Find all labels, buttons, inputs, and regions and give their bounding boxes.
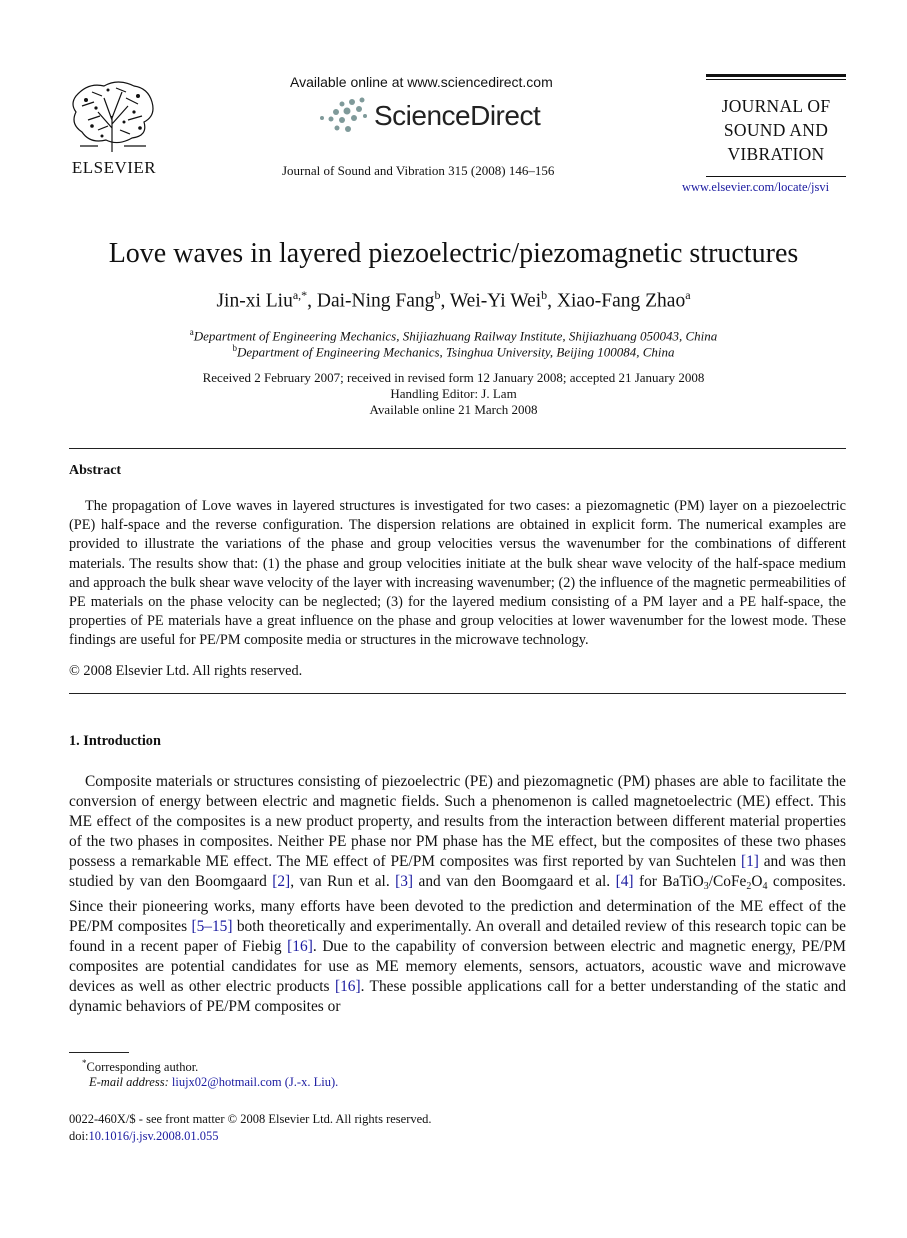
intro-text: for BaTiO — [633, 873, 704, 890]
rule-thick — [706, 74, 846, 77]
issn-line: 0022-460X/$ - see front matter © 2008 Elsevier Ltd. All rights reserved. — [69, 1112, 432, 1126]
intro-text: , van Run et al. — [290, 873, 396, 890]
journal-name-box — [706, 74, 846, 177]
intro-text: /CoFe — [708, 873, 747, 890]
author-sup: b — [541, 288, 548, 302]
subscript: 4 — [762, 881, 768, 892]
author-sup: a,* — [292, 288, 308, 302]
elsevier-logo — [66, 76, 162, 176]
intro-text: and van den Boomgaard et al. — [413, 873, 616, 890]
intro-text: and was then studied by van den Boomgaard — [69, 853, 846, 890]
subscript: 3 — [703, 881, 709, 892]
affiliation-b — [0, 343, 907, 360]
author-name[interactable]: Wei-Yi Wei — [449, 290, 542, 312]
article-title: Love waves in layered piezoelectric/piezomagnetic structures — [108, 238, 799, 269]
affiliation-text: Department of Engineering Mechanics, Tsinghua University, Beijing 100084, China — [236, 344, 675, 360]
intro-text: Composite materials or structures consisting of piezoelectric (PE) and piezomagnetic (PM) phases are able to facilitate the conversion of energy between electric and magnetic fields. Such a phenomenon is called magnetoelectric (ME) effect. This ME effect of the composites is a new product property, and results from the interaction between different material properties of the two phases in composites. Neither PE phase nor PM phase has the ME effect, but the composites of these two phases possess a remarkable ME effect. The ME effect of PE/PM composites was first reported by van Suchtelen — [69, 773, 846, 870]
available-online-date: Available online 21 March 2008 — [369, 402, 538, 417]
citation-link[interactable]: [16] — [334, 978, 361, 995]
journal-reference: Journal of Sound and Vibration 315 (2008) 146–156 — [282, 163, 555, 178]
journal-url-link[interactable]: www.elsevier.com/locate/jsvi — [682, 180, 830, 194]
corresponding-author-note — [82, 1058, 198, 1075]
abstract-text: The propagation of Love waves in layered structures is investigated for two cases: a piezomagnetic (PM) layer on a piezoelectric (PE) half-space and the reverse configuration. The dispersion relations are obtained in explicit form. The numerical examples are provided to illustrate the variations of the phase and group velocities versus the wavenumber for the combinations of different materials. The results show that: (1) the phase and group velocities initiate at the bulk shear wave velocity of the half-space medium and approach the bulk shear wave velocity of the layer with increasing wavenumber; (2) the influence of the magnetic permeabilities of PE materials on the phase velocity can be neglected; (3) for the layered medium consisting of a PM layer and a PE half-space, the properties of PE materials have a great influence on the phase and group velocities at lower wavenumber for the lowest mode. These findings are useful for PE/PM composite media or structures in the microwave technology. — [69, 498, 846, 649]
doi-line — [69, 1129, 219, 1144]
divider — [69, 693, 846, 694]
citation-link[interactable]: [3] — [395, 873, 414, 890]
citation-link[interactable]: [16] — [287, 938, 313, 955]
available-online: Available online at www.sciencedirect.com — [290, 74, 553, 90]
footnote-rule — [69, 1052, 129, 1053]
journal-name-line: SOUND AND — [723, 120, 829, 140]
email-note — [89, 1075, 338, 1090]
doi-link[interactable]: 10.1016/j.jsv.2008.01.055 — [88, 1129, 219, 1143]
footnote-text: Corresponding author. — [86, 1060, 199, 1075]
affiliation-sup: a — [189, 327, 194, 337]
author-name[interactable]: Jin-xi Liu — [216, 290, 293, 312]
citation-link[interactable]: [4] — [615, 873, 634, 890]
intro-text: O — [751, 873, 763, 890]
publisher-name: ELSEVIER — [71, 158, 157, 177]
journal-name-line: VIBRATION — [727, 144, 825, 164]
affiliation-sup: b — [232, 343, 237, 353]
intro-text: . Due to the capability of conversion between electric and magnetic energy, PE/PM composites are potential candidates for use as ME memory elements, sensors, actuators, acoustic wave and microwave devices as well as other electric products — [69, 938, 846, 995]
subscript: 2 — [746, 881, 752, 892]
sciencedirect-dots-icon — [316, 96, 372, 140]
intro-text: both theoretically and experimentally. An overall and detailed review of this research topic can be found in a recent paper of Fiebig — [69, 918, 846, 955]
section-heading: 1. Introduction — [69, 733, 161, 749]
sciencedirect-logo[interactable] — [316, 96, 576, 140]
handling-editor: Handling Editor: J. Lam — [390, 386, 517, 401]
email-link[interactable]: liujx02@hotmail.com (J.-x. Liu). — [171, 1075, 339, 1089]
citation-link[interactable]: [1] — [740, 853, 759, 870]
affiliation-text: Department of Engineering Mechanics, Shijiazhuang Railway Institute, Shijiazhuang 050043, China — [193, 328, 718, 344]
author-name[interactable]: Dai-Ning Fang — [316, 290, 435, 312]
citation-link[interactable]: [2] — [272, 873, 291, 890]
rule-bottom — [706, 176, 846, 177]
divider — [69, 448, 846, 449]
received-dates: Received 2 February 2007; received in revised form 12 January 2008; accepted 21 January 2008 — [202, 370, 705, 385]
citation-link[interactable]: [5–15] — [191, 918, 233, 935]
author-list: Jin-xi Liu$^{a,*}$, Dai-Ning Fang$^b$, Wei-Yi Wei$^b$, Xiao-Fang Zhao$^a$ — [216, 288, 691, 312]
journal-name — [706, 94, 846, 166]
author-name[interactable]: Xiao-Fang Zhao — [556, 290, 686, 312]
author-sup: b — [434, 288, 441, 302]
email-label: E-mail address: — [89, 1075, 169, 1089]
footnote-sup: * — [82, 1058, 87, 1068]
rule-thin — [706, 79, 846, 80]
intro-paragraph — [69, 772, 846, 1017]
doi-label: doi: — [69, 1129, 89, 1143]
intro-text: . These possible applications call for a better understanding of the static and dynamic behaviors of PE/PM composites or — [69, 978, 846, 1015]
intro-text: composites. Since their pioneering works, many efforts have been devoted to the prediction and determination of the ME effect of the PE/PM composites — [69, 873, 846, 935]
author-sup: a — [685, 288, 691, 302]
abstract-copyright: © 2008 Elsevier Ltd. All rights reserved. — [69, 663, 303, 679]
journal-name-line: JOURNAL OF — [721, 96, 831, 116]
abstract-heading: Abstract — [69, 463, 122, 478]
sciencedirect-wordmark: ScienceDirect — [374, 100, 541, 131]
elsevier-tree-icon — [68, 76, 156, 152]
affiliation-a — [0, 327, 907, 344]
